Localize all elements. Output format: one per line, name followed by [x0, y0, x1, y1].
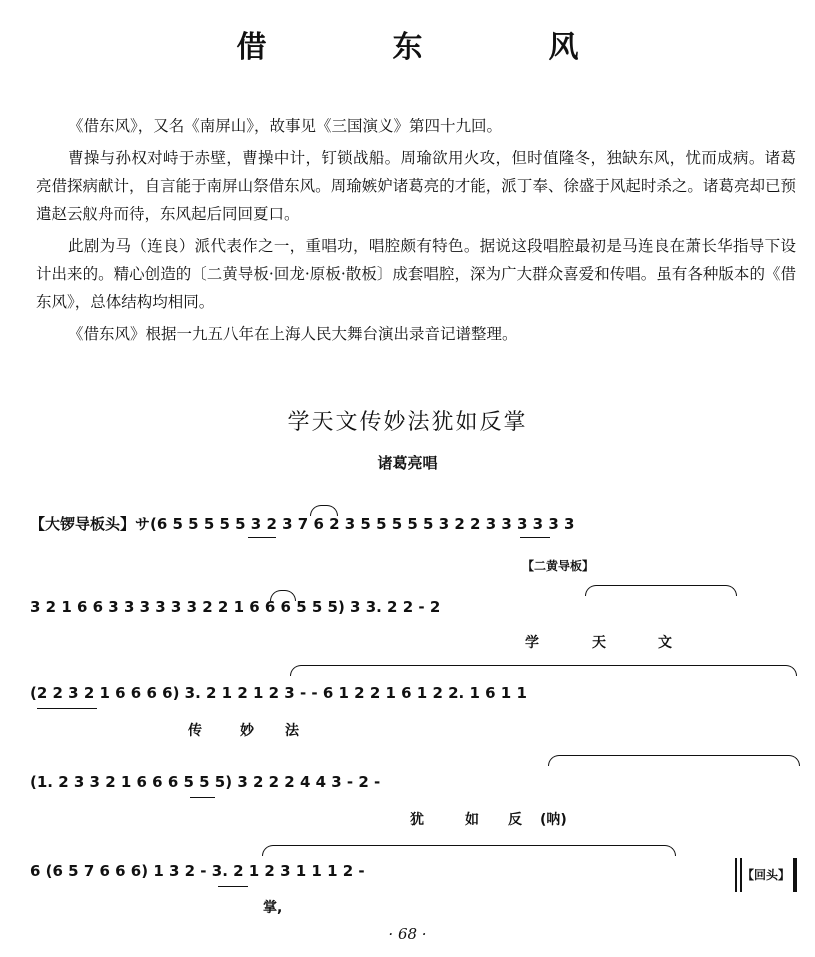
intro-paragraph: 《借东风》根据一九五八年在上海人民大舞台演出录音记谱整理。: [68, 325, 518, 343]
lyric-char: 文: [658, 635, 672, 651]
lyric-char: 天: [592, 635, 606, 651]
intro-paragraph: 此剧为马（连良）派代表作之一，重唱功，唱腔颇有特色。据说这段唱腔最初是马连良在萧长华指导下设计出来的。精心创造的〔二黄导板·回龙·原板·散板〕成套唱腔，深为广大群众喜爱和传唱。虽有各种版本的《借东风》，总体结构均相同。: [36, 237, 796, 311]
slur-mark: [290, 665, 797, 676]
slur-mark: [310, 505, 338, 516]
lyric-char: 妙: [240, 723, 254, 739]
beam-mark: [248, 537, 276, 538]
score-line-2: 3 2 1 6 6 3 3 3 3 3 3 2 2 1 6 6 6 5 5 5) 3 3. 2 2 - 2: [30, 598, 441, 616]
lyric-char: 如: [465, 812, 479, 828]
lyric-char: (呐): [540, 812, 567, 828]
singer-label: 诸葛亮唱: [377, 454, 438, 472]
beam-mark: [520, 537, 550, 538]
score-line-3: (2 2 3 2 1 6 6 6 6) 3. 2 1 2 1 2 3 - - 6 1 2 2 1 6 1 2 2. 1 6 1 1: [30, 684, 527, 702]
intro-paragraph: 《借东风》，又名《南屏山》，故事见《三国演义》第四十九回。: [68, 117, 503, 135]
song-title: 学天文传妙法犹如反掌: [287, 410, 528, 435]
beam-mark: [218, 886, 248, 887]
page-number: · 68 ·: [388, 925, 427, 943]
lyric-char: 犹: [410, 812, 424, 828]
slur-mark: [548, 755, 800, 766]
lyric-char: 掌,: [263, 900, 283, 916]
lyric-char: 学: [525, 635, 539, 651]
intro-text: [36, 112, 796, 352]
beam-mark: [37, 708, 97, 709]
banban-label: 【二黄导板】: [522, 559, 595, 573]
lyric-char: 法: [285, 723, 299, 739]
score-line-4: (1. 2 3 3 2 1 6 6 6 5 5 5) 3 2 2 2 4 4 3 - 2 -: [30, 773, 381, 791]
intro-paragraph: 曹操与孙权对峙于赤壁，曹操中计，钉锁战船。周瑜欲用火攻，但时值隆冬，独缺东风，忧而成病。诸葛亮借探病献计，自言能于南屏山祭借东风。周瑜嫉妒诸葛亮的才能，派丁奉、徐盛于风起时杀之。诸葛亮却已预遣赵云舣舟而待，东风起后同回夏口。: [36, 149, 796, 223]
page-title: 借 东 风: [236, 30, 627, 65]
slur-mark: [270, 590, 296, 601]
score-line-5: 6 (6 5 7 6 6 6) 1 3 2 - 3. 2 1 2 3 1 1 1 2 -: [30, 862, 365, 880]
beam-mark: [190, 797, 215, 798]
slur-mark: [262, 845, 676, 856]
end-mark-label: 【回头】: [742, 868, 791, 882]
lyric-char: 反: [508, 812, 522, 828]
lyric-char: 传: [188, 723, 202, 739]
score-line-1: 【大锣导板头】サ(6 5 5 5 5 5 3 2 3 7 6 2 3 5 5 5 5 5 3 2 2 3 3 3 3 3 3: [30, 515, 575, 533]
slur-mark: [585, 585, 737, 596]
